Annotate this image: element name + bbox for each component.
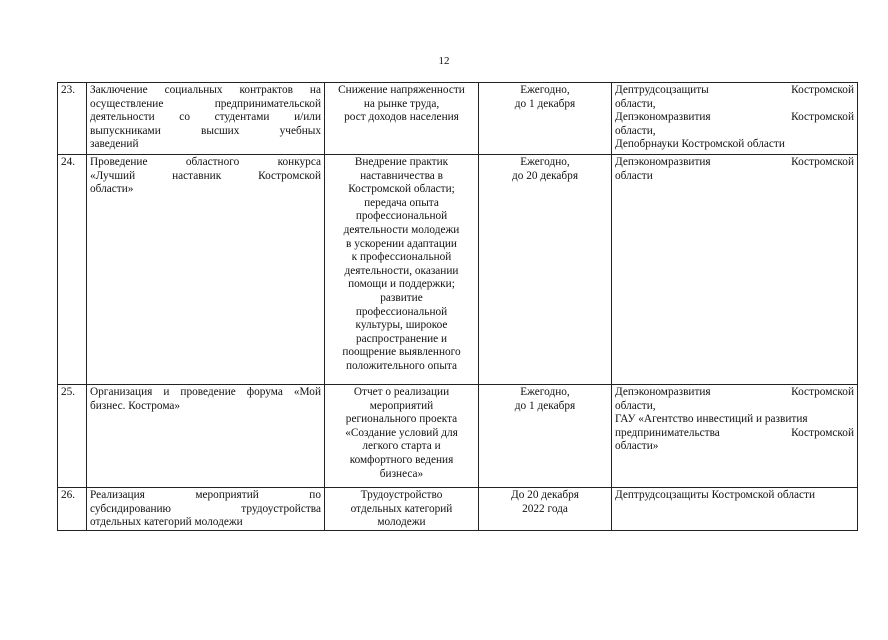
term-cell [479,488,612,531]
term-text-line: Ежегодно, [520,84,570,96]
result-text-line: помощи и поддержки; [348,278,455,291]
result-text-line: Внедрение практик [354,156,449,168]
result-cell [325,385,479,488]
result-text-line: регионального проекта [345,413,458,426]
result-text-line: культуры, широкое [355,319,448,332]
responsible-cell [612,83,858,155]
event-text-line: «Лучший наставник Костромской [90,169,321,182]
responsible-text-line: Дептрудсоцзащиты Костромской области [615,489,816,501]
row-number-cell: 26. [58,488,87,531]
action-plan-table [57,82,858,531]
event-cell [87,488,325,531]
responsible-cell [612,155,858,385]
term-cell [479,155,612,385]
responsible-text-line: области, [615,124,656,137]
result-text-line: Трудоустройство [360,489,443,501]
responsible-text-line: Депэкономразвития Костромской [615,156,854,168]
result-text-line: бизнеса» [379,467,424,480]
result-text-line: рост доходов населения [344,111,459,124]
result-text-line: отдельных категорий [350,502,453,515]
result-text-line: Снижение напряженности [338,84,465,96]
event-text-line: Реализация мероприятий по [90,489,321,501]
table-row [58,83,858,155]
result-text-line: распространение и [355,332,448,345]
event-text-line: отдельных категорий молодежи [90,516,243,529]
result-text-line: на рынке труда, [363,97,440,110]
event-text-line: деятельности со студентами и/или [90,111,321,124]
event-cell [87,83,325,155]
event-text-line: Организация и проведение форума «Мой [90,386,321,398]
result-text-line: профессиональной [355,305,448,318]
result-text-line: профессиональной [355,210,448,223]
result-cell [325,83,479,155]
term-text-line: До 20 декабря [511,489,579,501]
row-number-cell: 24. [58,155,87,385]
event-text-line: осуществление предпринимательской [90,97,321,110]
result-text-line: «Создание условий для [345,426,458,439]
event-text-line: выпускниками высших учебных [90,124,321,137]
responsible-text-line: Депобрнауки Костромской области [615,138,785,151]
row-number-cell: 25. [58,385,87,488]
row-number-cell: 23. [58,83,87,155]
responsible-text-line: Депэкономразвития Костромской [615,111,854,124]
responsible-text-line: Депэкономразвития Костромской [615,386,854,398]
responsible-text-line: предпринимательства Костромской [615,426,854,439]
term-text-line: до 1 декабря [514,399,576,412]
result-text-line: передача опыта [364,196,439,209]
responsible-text-line: Дептрудсоцзащиты Костромской [615,84,854,96]
event-text-line: Проведение областного конкурса [90,156,321,168]
table-row [58,155,858,385]
event-cell [87,155,325,385]
event-text-line: Заключение социальных контрактов на [90,84,321,96]
responsible-cell [612,488,858,531]
event-text-line: бизнес. Кострома» [90,399,181,412]
responsible-text-line: области, [615,97,656,110]
result-text-line: к профессиональной [351,251,452,264]
result-text-line: деятельности молодежи [343,223,460,236]
event-text-line: субсидированию трудоустройства [90,502,321,515]
result-text-line: легкого старта и [362,440,441,453]
result-text-line: деятельности, оказании [344,264,459,277]
term-cell [479,83,612,155]
result-cell [325,488,479,531]
responsible-text-line: области [615,169,653,182]
result-text-line: в ускорении адаптации [346,237,457,250]
responsible-text-line: ГАУ «Агентство инвестиций и развития [615,413,808,426]
result-text-line: поощрение выявленного [342,346,461,359]
responsible-text-line: области» [615,440,659,453]
term-cell [479,385,612,488]
result-text-line: комфортного ведения [349,453,454,466]
result-cell [325,155,479,385]
term-text-line: Ежегодно, [520,156,570,168]
event-cell [87,385,325,488]
term-text-line: до 1 декабря [514,97,576,110]
result-text-line: развитие [380,291,423,304]
responsible-cell [612,385,858,488]
result-text-line: положительного опыта [345,359,458,372]
term-text-line: 2022 года [522,502,568,515]
page-number: 12 [438,55,450,67]
result-text-line: Отчет о реализации [353,386,450,398]
result-text-line: молодежи [377,516,426,529]
action-plan-table-body [58,83,858,531]
table-row [58,488,858,531]
table-row [58,385,858,488]
result-text-line: мероприятий [369,399,434,412]
term-text-line: Ежегодно, [520,386,570,398]
responsible-text-line: области, [615,399,656,412]
result-text-line: Костромской области; [348,183,455,196]
result-text-line: наставничества в [360,169,443,182]
event-text-line: заведений [90,138,139,151]
term-text-line: до 20 декабря [511,169,579,182]
event-text-line: области» [90,183,134,196]
